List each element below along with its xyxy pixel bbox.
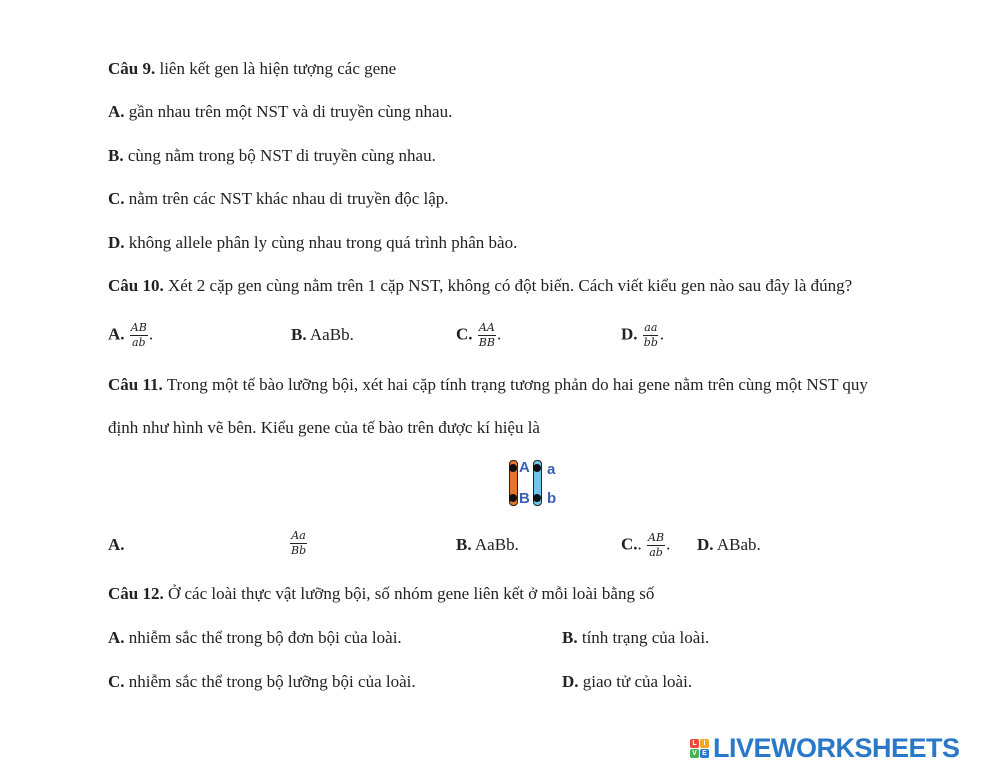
- q12-option-a[interactable]: A. nhiễm sắc thể trong bộ đơn bội của loài.: [108, 628, 402, 647]
- q11-option-a-value: [289, 530, 308, 557]
- allele-label: B: [519, 490, 530, 507]
- genotype-fraction: $\frac{Aa}{Bb}$: [291, 529, 307, 557]
- gene-locus-dot: [533, 494, 541, 502]
- question-12-stem: Câu 12. Ở các loài thực vật lưỡng bội, số nhóm gene liên kết ở mỗi loài bằng số: [108, 584, 655, 603]
- logo-icon: L I V E: [690, 739, 709, 758]
- question-label: Câu 11.: [108, 375, 163, 394]
- q10-option-a[interactable]: A. $\frac{AB}{ab}$ .: [108, 321, 154, 349]
- chromosome-figure: [504, 458, 568, 510]
- gene-locus-dot: [533, 464, 541, 472]
- q11-option-b[interactable]: B. AaBb.: [456, 535, 519, 554]
- q12-option-b[interactable]: B. tính trạng của loài.: [562, 628, 710, 647]
- q10-option-c[interactable]: C. $\frac{AA}{BB}$ .: [456, 321, 502, 349]
- allele-label: A: [519, 459, 530, 476]
- question-11-stem-cont: định như hình vẽ bên. Kiểu gene của tế bào trên được kí hiệu là: [108, 418, 540, 437]
- q9-option-a[interactable]: A. gần nhau trên một NST và di truyền cùng nhau.: [108, 102, 453, 121]
- question-label: Câu 12.: [108, 584, 164, 603]
- q10-option-d[interactable]: D. $\frac{aa}{bb}$ .: [621, 321, 665, 349]
- question-11-stem: Câu 11. Trong một tế bào lưỡng bội, xét hai cặp tính trạng tương phản do hai gene nằm trên cùng một NST quy: [108, 375, 868, 394]
- q11-option-a[interactable]: A.: [108, 535, 125, 554]
- genotype-fraction: $\frac{AA}{BB}$: [478, 321, 495, 349]
- allele-label: b: [547, 490, 557, 507]
- question-label: Câu 10.: [108, 276, 164, 295]
- q12-option-c[interactable]: C. nhiễm sắc thể trong bộ lưỡng bội của loài.: [108, 672, 416, 691]
- genotype-fraction: $\frac{aa}{bb}$: [643, 321, 658, 349]
- q11-option-d[interactable]: D. ABab.: [697, 535, 761, 554]
- liveworksheets-logo: [690, 734, 960, 762]
- q9-option-d[interactable]: D. không allele phân ly cùng nhau trong quá trình phân bào.: [108, 233, 518, 252]
- q9-option-c[interactable]: C. nằm trên các NST khác nhau di truyền độc lập.: [108, 189, 449, 208]
- genotype-fraction: $\frac{AB}{ab}$: [130, 321, 147, 349]
- question-label: Câu 9.: [108, 59, 156, 78]
- genotype-fraction: $\frac{AB}{ab}$: [648, 531, 665, 559]
- gene-locus-dot: [509, 464, 517, 472]
- question-10-stem: Câu 10. Xét 2 cặp gen cùng nằm trên 1 cặp NST, không có đột biến. Cách viết kiểu gen nào sau đây là đúng?: [108, 276, 853, 295]
- allele-label: a: [547, 461, 556, 478]
- q12-option-d[interactable]: D. giao tử của loài.: [562, 672, 693, 691]
- gene-locus-dot: [509, 494, 517, 502]
- q11-option-c[interactable]: C.. $\frac{AB}{ab}$ .: [621, 531, 671, 559]
- logo-text: LIVEWORKSHEETS: [713, 732, 960, 763]
- q10-option-b[interactable]: B. AaBb.: [291, 325, 354, 344]
- q9-option-b[interactable]: B. cùng nằm trong bộ NST di truyền cùng nhau.: [108, 146, 436, 165]
- question-9-stem: Câu 9. liên kết gen là hiện tượng các gene: [108, 59, 397, 78]
